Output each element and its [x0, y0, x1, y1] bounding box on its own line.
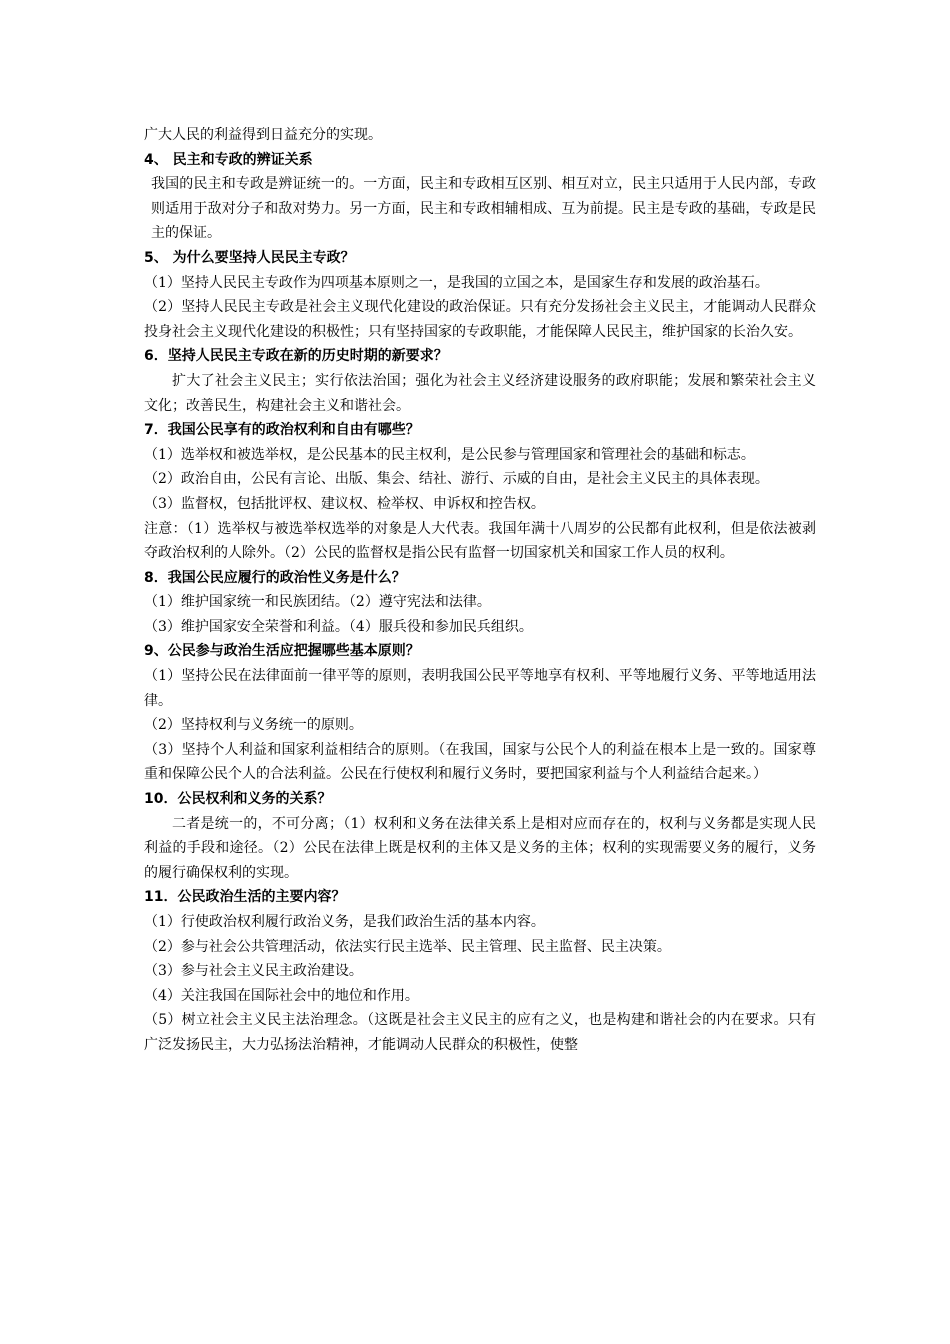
paragraph: （3）坚持个人利益和国家利益相结合的原则。（在我国，国家与公民个人的利益在根本上是一致的。国家尊重和保障公民个人的合法利益。公民在行使权利和履行义务时，要把国家利益与个人利益结合起来。）	[144, 741, 816, 783]
section-heading: 11．公民政治生活的主要内容？	[144, 889, 346, 906]
paragraph: （1）坚持公民在法律面前一律平等的原则，表明我国公民平等地享有权利、平等地履行义务、平等地适用法律。	[144, 668, 816, 709]
section-heading: 9、公民参与政治生活应把握哪些基本原则？	[144, 643, 420, 660]
paragraph: 注意：（1）选举权与被选举权选举的对象是人大代表。我国年满十八周岁的公民都有此权利，但是依法被剥夺政治权利的人除外。（2）公民的监督权是指公民有监督一切国家机关和国家工作人员的权利。	[144, 520, 816, 562]
section-heading: 7．我国公民享有的政治权利和自由有哪些？	[144, 422, 420, 439]
section-heading: 5、 为什么要坚持人民民主专政？	[144, 249, 355, 266]
paragraph: 二者是统一的，不可分离；（1）权利和义务在法律关系上是相对应而存在的，权利与义务都是实现人民利益的手段和途径。（2）公民在法律上既是权利的主体又是义务的主体；权利的实现需要义务的履行，义务的履行确保权利的实现。	[144, 815, 816, 881]
section-heading: 6．坚持人民民主专政在新的历史时期的新要求？	[144, 348, 448, 365]
paragraph: （5）树立社会主义民主法治理念。（这既是社会主义民主的应有之义，也是构建和谐社会的内在要求。只有广泛发扬民主，大力弘扬法治精神，才能调动人民群众的积极性，使整	[144, 1012, 816, 1053]
paragraph: （4）关注我国在国际社会中的地位和作用。	[144, 987, 419, 1004]
paragraph: （1）坚持人民民主专政作为四项基本原则之一，是我国的立国之本，是国家生存和发展的政治基石。	[144, 274, 769, 291]
document-page	[144, 123, 816, 1058]
paragraph: （2）政治自由，公民有言论、出版、集会、结社、游行、示威的自由，是社会主义民主的具体表现。	[144, 471, 769, 488]
paragraph: （3）参与社会主义民主政治建设。	[144, 963, 363, 980]
paragraph: （1）维护国家统一和民族团结。（2）遵守宪法和法律。	[144, 594, 491, 611]
paragraph: （2）坚持人民民主专政是社会主义现代化建设的政治保证。只有充分发扬社会主义民主，才能调动人民群众投身社会主义现代化建设的积极性；只有坚持国家的专政职能，才能保障人民民主，维护国家的长治久安。	[144, 299, 816, 340]
section-heading: 4、 民主和专政的辨证关系	[144, 151, 313, 168]
paragraph: （3）维护国家安全荣誉和利益。（4）服兵役和参加民兵组织。	[144, 618, 533, 635]
paragraph: 扩大了社会主义民主；实行依法治国；强化为社会主义经济建设服务的政府职能；发展和繁荣社会主义 文化；改善民生，构建社会主义和谐社会。	[144, 372, 816, 414]
section-heading: 10．公民权利和义务的关系？	[144, 791, 332, 808]
paragraph: （1）行使政治权利履行政治义务，是我们政治生活的基本内容。	[144, 914, 545, 930]
paragraph: 我国的民主和专政是辨证统一的。一方面，民主和专政相互区别、相互对立，民主只适用于人民内部，专政则适用于敌对分子和敌对势力。另一方面，民主和专政相辅相成、互为前提。民主是专政的基础，专政是民主的保证。	[151, 176, 816, 242]
paragraph: （2）参与社会公共管理活动，依法实行民主选举、民主管理、民主监督、民主决策。	[144, 938, 671, 955]
paragraph: 广大人民的利益得到日益充分的实现。	[144, 127, 382, 143]
paragraph: （1）选举权和被选举权，是公民基本的民主权利，是公民参与管理国家和管理社会的基础和标志。	[144, 446, 755, 463]
paragraph: （2）坚持权利与义务统一的原则。	[144, 717, 363, 734]
section-heading: 8．我国公民应履行的政治性义务是什么？	[144, 569, 406, 586]
paragraph: （3）监督权，包括批评权、建议权、检举权、申诉权和控告权。	[144, 495, 545, 512]
